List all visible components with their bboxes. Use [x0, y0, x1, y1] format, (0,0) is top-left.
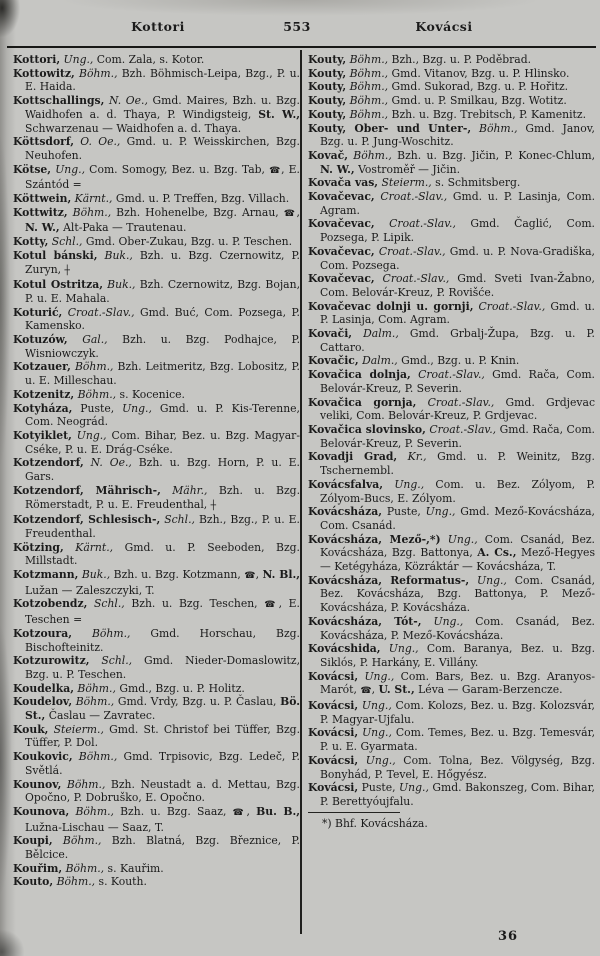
- region-abbr: Böhm.,: [74, 66, 118, 80]
- entry-text: Vostroměř — Jičin.: [354, 162, 461, 176]
- region-abbr: Croat.-Slav.,: [425, 422, 497, 436]
- entry-text: Alt-Paka — Trautenau.: [59, 221, 187, 235]
- region-abbr: Ung.,: [399, 781, 429, 795]
- entry-text: Bzh. u. Bzg. Podhajce, P. Wisniowczyk.: [25, 333, 301, 360]
- entry-headword: Kouk,: [13, 722, 49, 736]
- region-abbr: Böhm.,: [67, 205, 112, 219]
- entry-headword: Kovácsháza,: [308, 505, 383, 519]
- entry-text: Com. Somogy, Bez. u. Bzg. Tab,: [85, 162, 270, 176]
- entry-headword: Kotzauer,: [13, 360, 71, 374]
- cross-icon: ┼: [64, 265, 70, 276]
- entry-headword: Kovačica gornja,: [308, 395, 417, 409]
- entry-text: Gmd., Bzg. u. P. Holitz.: [115, 681, 245, 695]
- entry-text: Bzh., Bzg., P. u. E. Freudenthal.: [25, 513, 300, 540]
- entry-text: Gmd. Maires, Bzh. u. Bzg. Waidhofen a. d. Thaya, P. Windigsteig,: [25, 94, 300, 121]
- entry: [308, 53, 595, 67]
- entry: [13, 834, 300, 861]
- entry: [13, 627, 300, 654]
- region-abbr: Schl.,: [160, 513, 195, 527]
- region-abbr: Schl.,: [89, 654, 133, 668]
- region-abbr: Kärnt.,: [63, 540, 114, 554]
- entry-headword: Koudelov,: [13, 695, 73, 709]
- entry: [308, 615, 595, 642]
- region-abbr: N. Oe.,: [104, 94, 148, 108]
- entry-headword: Kottori,: [13, 53, 61, 66]
- entry-text: s. Kocenice.: [116, 387, 185, 401]
- entry: [13, 805, 300, 834]
- entry-headword: Kouřim,: [13, 861, 63, 875]
- entry: [308, 726, 595, 753]
- region-abbr: Ung.,: [425, 505, 456, 519]
- entry-headword: Kovači,: [308, 327, 353, 341]
- page-number-bottom: 36: [498, 929, 519, 944]
- entry-text: Gmd. Horschau, Bzg. Bischofteinitz.: [25, 626, 300, 654]
- entry: [13, 654, 300, 681]
- region-abbr: Gal.,: [67, 333, 108, 347]
- region-abbr: Schl.,: [87, 597, 125, 611]
- entry-text: Gmd. u. P. Smilkau, Bzg. Wotitz.: [388, 94, 567, 108]
- entry-text: Gmd. Janov, Bzg. u. P. Jung-Woschitz.: [320, 121, 595, 149]
- entry: [308, 642, 595, 669]
- entry: [13, 597, 300, 626]
- entry-headword: U. St.,: [378, 683, 415, 697]
- entry: [308, 149, 595, 176]
- entry-text: Bzh. Hohenelbe, Bzg. Arnau,: [111, 205, 284, 219]
- entry: [308, 272, 595, 299]
- region-abbr: Böhm.,: [346, 66, 389, 80]
- entry-headword: N. Bl.,: [262, 568, 300, 582]
- entry: [13, 456, 300, 483]
- entry: [13, 875, 300, 889]
- entry-headword: A. Cs.,: [477, 546, 517, 560]
- cross-icon: ┼: [210, 500, 217, 511]
- entry-text: Com. Bihar, Bez. u. Bzg. Magyar-Cséke, P. u. E. Drág-Cséke.: [25, 428, 300, 456]
- entry-headword: Kotzmann,: [13, 568, 79, 582]
- entry-text: Com. Temes, Bez. u. Bzg. Temesvár, P. u. E. Gyarmata.: [320, 726, 595, 754]
- entry-headword: Kouty, Ober- und Unter-,: [308, 121, 472, 135]
- entry-headword: Kovácsi,: [308, 753, 359, 767]
- entry-text: s. Kauřim.: [104, 861, 164, 875]
- entry: [308, 781, 595, 808]
- entry-text: Com. Baranya, Bez. u. Bzg. Siklós, P. Harkány, E. Villány.: [320, 642, 596, 669]
- entry-text: Gmd. Rača, Com. Belovár-Kreuz, P. Severin.: [320, 368, 595, 395]
- region-abbr: Böhm.,: [471, 121, 518, 135]
- region-abbr: Buk.,: [97, 248, 133, 262]
- entry: [13, 723, 300, 750]
- entry: [13, 750, 300, 777]
- entry-text: Mező-Hegyes — Ketégyháza, Közráktár — Kovácsháza, T.: [320, 546, 595, 574]
- region-abbr: Steierm.,: [48, 722, 104, 736]
- entry-headword: Kovácsi,: [308, 781, 359, 795]
- region-abbr: Böhm.,: [74, 387, 117, 401]
- entry-headword: Koturić,: [13, 305, 63, 319]
- entry-text: Bzh. Blatná, Bzg. Březnice, P. Bělcice.: [25, 834, 300, 862]
- entry-text: Bzh. u. Bzg. Czernowitz, P. Zuryn,: [25, 248, 300, 276]
- entry: [13, 484, 300, 513]
- entry-text: Bzh. Leitmeritz, Bzg. Lobositz, P. u. E. Milleschau.: [25, 360, 300, 388]
- entry-text: Lužan — Zaleszczyki, T.: [25, 583, 155, 597]
- entry-headword: Kovadji Grad,: [308, 450, 398, 464]
- entry: [13, 67, 300, 94]
- entry-headword: Kovácsi,: [308, 726, 359, 740]
- posthorn-icon: ☎: [232, 807, 247, 818]
- entry-text: Puste,: [358, 781, 400, 795]
- entry-headword: Kouty,: [308, 66, 347, 80]
- entry-text: Gmd. Buć, Com. Pozsega, P. Kamensko.: [25, 305, 300, 333]
- entry-headword: Kotul Ostritza,: [13, 278, 103, 292]
- region-abbr: O. Oe.,: [74, 135, 121, 149]
- entry-text: Com. Zala, s. Kotor.: [93, 53, 205, 66]
- entry: [308, 80, 595, 94]
- entry-text: Com. Tolna, Bez. Völgység, Bzg. Bonyhád, P. Tevel, E. Hőgyész.: [320, 753, 595, 781]
- entry-text: Schwarzenau — Waidhofen a. d. Thaya.: [25, 121, 242, 135]
- entry-text: Gmd. u. P. Kis-Terenne, Com. Neográd.: [25, 401, 300, 429]
- entry: [13, 53, 300, 67]
- entry-text: Gmd., Bzg. u. P. Knin.: [397, 354, 520, 368]
- entry-headword: Kotyiklet,: [13, 428, 72, 442]
- region-abbr: Ung.,: [383, 477, 425, 491]
- entry-headword: Kouty,: [308, 107, 347, 121]
- entry: [308, 176, 595, 190]
- entry: [13, 862, 300, 876]
- entry-text: Gmd. Mező-Kovácsháza, Com. Csanád.: [320, 505, 595, 532]
- entry-text: Gmd. u. P. Treffen, Bzg. Villach.: [112, 192, 290, 206]
- entry-headword: St. W.,: [258, 107, 300, 121]
- entry-text: ,: [371, 683, 379, 697]
- region-abbr: Böhm.,: [53, 875, 96, 889]
- entry: [13, 192, 300, 206]
- entry-headword: Kotzendorf, Mährisch-,: [13, 483, 161, 497]
- entry-headword: Köttsdorf,: [13, 135, 75, 149]
- posthorn-icon: ☎: [264, 600, 279, 611]
- entry-text: ,: [246, 804, 257, 818]
- entry-headword: N. W.,: [320, 162, 355, 176]
- entry: [308, 300, 595, 327]
- entry-text: Gmd. Vitanov, Bzg. u. P. Hlinsko.: [388, 66, 570, 80]
- page-number-top: 553: [283, 19, 311, 34]
- entry-headword: Kotzendorf,: [13, 456, 84, 470]
- entry: [308, 505, 595, 532]
- entry-headword: Kotty,: [13, 235, 49, 249]
- entry-headword: Kovačevac dolnji u. gornji,: [308, 299, 474, 313]
- region-abbr: N. Oe.,: [83, 456, 132, 470]
- region-abbr: Ung.,: [358, 669, 395, 683]
- region-abbr: Böhm.,: [347, 148, 392, 162]
- entry-headword: Kovača vas,: [308, 176, 379, 190]
- entry-text: Bzh., Bzg. u. P. Poděbrad.: [388, 53, 532, 66]
- entry: [308, 190, 595, 217]
- entry: [308, 478, 595, 505]
- entry-headword: Kotzenitz,: [13, 387, 75, 401]
- region-abbr: Buk.,: [78, 568, 111, 582]
- running-head-right: Kovácsi: [415, 19, 473, 34]
- entry-text: Bzh. u. Bzg. Saaz,: [113, 804, 233, 818]
- entry-text: Gmd. u. P. Lasinja, Com. Agram.: [320, 299, 595, 327]
- region-abbr: Böhm.,: [346, 107, 389, 121]
- region-abbr: Steierm.,: [378, 176, 432, 190]
- entry-text: Gmd. Vrdy, Bzg. u. P. Časlau,: [114, 695, 281, 709]
- entry-headword: Kovačica dolnja,: [308, 368, 411, 382]
- entry-headword: Kouty,: [308, 80, 347, 94]
- entry-text: Gmd. u. P. Nova-Gradiška, Com. Pozsega.: [320, 244, 595, 272]
- region-abbr: Croat.-Slav.,: [374, 244, 446, 258]
- entry: [13, 333, 300, 360]
- entry-headword: Kovácsi,: [308, 699, 359, 713]
- region-abbr: Croat.-Slav.,: [374, 217, 456, 231]
- entry-headword: Kotzurowitz,: [13, 654, 90, 668]
- entry-headword: Kouty,: [308, 53, 347, 66]
- entry-headword: Kovácsháza, Mező-,*): [308, 532, 441, 546]
- region-abbr: Ung.,: [421, 614, 464, 628]
- region-abbr: Böhm.,: [72, 695, 115, 709]
- entry-text: Gmd. Rača, Com. Belovár-Kreuz, P. Severin.: [320, 422, 595, 450]
- region-abbr: Böhm.,: [346, 80, 389, 94]
- entry-headword: Kötse,: [13, 162, 52, 176]
- entry-headword: Kotzoura,: [13, 626, 72, 640]
- entry-headword: Kottschallings,: [13, 94, 105, 108]
- entry: [308, 122, 595, 149]
- entry-text: Bzh. u. Bzg. Trebitsch, P. Kamenitz.: [388, 107, 587, 121]
- region-abbr: Böhm.,: [52, 834, 102, 848]
- region-abbr: Böhm.,: [72, 750, 118, 764]
- entry-text: Gmd. Bakonszeg, Com. Bihar, P. Berettyóujfalu.: [320, 781, 595, 808]
- region-abbr: Ung.,: [440, 532, 478, 546]
- right-column: [308, 53, 595, 830]
- entry: [13, 206, 300, 235]
- posthorn-icon: ☎: [360, 686, 372, 697]
- entry-text: Com. Csanád, Bez. Kovácsháza, Bzg. Battonya,: [320, 532, 595, 560]
- entry: [13, 568, 300, 597]
- entry: [308, 217, 595, 244]
- region-abbr: Croat.-Slav.,: [473, 299, 546, 313]
- entry-text: Bzh. u. Bzg. Römerstadt, P. u. E. Freudenthal,: [25, 483, 300, 511]
- entry-headword: Kovácsi,: [308, 669, 359, 683]
- entry-headword: Kovačevac,: [308, 217, 375, 231]
- entry: [13, 695, 300, 722]
- entry-text: Gmd. u. P. Seeboden, Bzg. Millstadt.: [25, 540, 300, 568]
- region-abbr: Böhm.,: [73, 681, 116, 695]
- entry-headword: Kovačevac,: [308, 190, 375, 204]
- entry-text: Gmd. St. Christof bei Tüffer, Bzg. Tüffer, P. Dol.: [25, 722, 300, 750]
- region-abbr: Böhm.,: [346, 53, 389, 66]
- entry-headword: Kovácshida,: [308, 642, 381, 656]
- entry-headword: Kouto,: [13, 875, 54, 889]
- region-abbr: Dalm.,: [352, 327, 399, 341]
- entry: [13, 278, 300, 305]
- region-abbr: Ung.,: [469, 573, 507, 587]
- entry: [308, 67, 595, 81]
- footnote-text: *) Bhf. Kovácsháza.: [322, 816, 428, 830]
- entry: [308, 396, 595, 423]
- entry-text: Bzh. u. Bzg. Jičin, P. Konec-Chlum,: [391, 148, 595, 162]
- entry-text: Gmd. u. P. Lasinja, Com. Agram.: [320, 190, 595, 217]
- entry: [13, 388, 300, 402]
- region-abbr: Böhm.,: [346, 94, 389, 108]
- region-abbr: Böhm.,: [71, 626, 131, 640]
- entry-text: Bzh. Böhmisch-Leipa, Bzg., P. u. E. Haida.: [25, 66, 300, 94]
- entry: [13, 163, 300, 192]
- entry-text: Časlau — Zavratec.: [45, 709, 156, 723]
- entry: [13, 778, 300, 805]
- entry-headword: Kounov,: [13, 777, 62, 791]
- entry-text: s. Kouth.: [95, 875, 147, 889]
- running-head-left: Kottori: [131, 19, 185, 34]
- entry: [308, 423, 595, 450]
- region-abbr: Kr.,: [397, 450, 427, 464]
- region-abbr: Croat.-Slav.,: [410, 368, 485, 382]
- region-abbr: Dalm.,: [358, 354, 398, 368]
- entry: [308, 108, 595, 122]
- entry: [308, 754, 595, 781]
- entry-headword: Kotyháza,: [13, 401, 73, 415]
- posthorn-icon: ☎: [244, 571, 256, 582]
- region-abbr: Böhm.,: [61, 777, 106, 791]
- region-abbr: Böhm.,: [70, 360, 114, 374]
- entry: [13, 249, 300, 278]
- entry: [308, 533, 595, 574]
- entry-text: Gmd. Trpisovic, Bzg. Ledeč, P. Světlá.: [25, 750, 300, 777]
- entry-headword: Kottwitz,: [13, 205, 68, 219]
- entry-text: Gmd. Sukorad, Bzg. u. P. Hořitz.: [388, 80, 569, 94]
- region-abbr: Ung.,: [60, 53, 94, 66]
- entry: [308, 245, 595, 272]
- entry-text: Com. Bars, Bez. u. Bzg. Aranyos-Marót,: [320, 669, 595, 697]
- entry-headword: N. W.,: [25, 221, 60, 235]
- entry: [308, 699, 595, 726]
- entry-text: Com. u. Bez. Zólyom, P. Zólyom-Bucs, E. Zólyom.: [320, 477, 596, 505]
- entry: [13, 682, 300, 696]
- entry-text: Puste,: [382, 505, 426, 519]
- region-abbr: Ung.,: [358, 753, 396, 767]
- region-abbr: Mähr.,: [160, 483, 208, 497]
- entry-text: Bzh. Neustadt a. d. Mettau, Bzg. Opočno, P. Dobruško, E. Opočno.: [25, 777, 300, 805]
- entry-headword: Bu. B.,: [256, 804, 300, 818]
- entry-text: Bzh. Czernowitz, Bzg. Bojan, P. u. E. Mahala.: [25, 278, 301, 305]
- entry-headword: Kotul bánski,: [13, 248, 98, 262]
- posthorn-icon: ☎: [283, 208, 297, 219]
- entry-headword: Koudelka,: [13, 681, 74, 695]
- footnote-rule: [308, 812, 400, 813]
- entry-headword: Kouty,: [308, 94, 347, 108]
- entry-headword: Kotzobendz,: [13, 597, 88, 611]
- entry-text: Gmd. Ober-Zukau, Bzg. u. P. Teschen.: [82, 235, 292, 249]
- entry: [308, 94, 595, 108]
- region-abbr: Ung.,: [358, 726, 392, 740]
- entry-headword: Koukovic,: [13, 750, 73, 764]
- entry: [308, 327, 595, 354]
- entry-text: Gmd. Čaglić, Com. Pozsega, P. Lipik.: [320, 217, 595, 245]
- column-divider-rule: [300, 50, 302, 934]
- entry: [13, 541, 300, 568]
- entry-headword: Kounova,: [13, 804, 70, 818]
- left-column: [13, 53, 300, 889]
- region-abbr: Croat.-Slav.,: [374, 190, 448, 204]
- entry-text: Gmd. Grdjevac veliki, Com. Belovár-Kreuz, P. Grdjevac.: [320, 395, 595, 423]
- entry-text: Gmd. Nieder-Domaslowitz, Bzg. u. P. Teschen.: [25, 654, 300, 681]
- entry-headword: Koupi,: [13, 834, 53, 848]
- region-abbr: Buk.,: [102, 278, 136, 292]
- entry-text: , E. Szántód =: [25, 162, 300, 192]
- entry-headword: Kovačevac,: [308, 272, 375, 286]
- entry: [13, 235, 300, 249]
- entry: [13, 360, 300, 387]
- entry-text: Gmd. u. P. Weinitz, Bzg. Tschernembl.: [320, 450, 595, 478]
- entry-headword: Kovač,: [308, 148, 348, 162]
- region-abbr: Ung.,: [380, 642, 419, 656]
- entry-text: Puste,: [72, 401, 123, 415]
- entry: [13, 513, 300, 540]
- entry-text: Bzh. u. Bzg. Kotzmann,: [110, 568, 245, 582]
- region-abbr: Croat.-Slav.,: [62, 305, 135, 319]
- entry: [308, 574, 595, 615]
- entry-text: Léva — Garam-Berzencze.: [414, 683, 563, 697]
- entry-headword: Kovačic,: [308, 354, 359, 368]
- region-abbr: Ung.,: [122, 401, 152, 415]
- entry-text: Bzh. u. Bzg. Teschen,: [124, 597, 265, 611]
- entry-headword: Kovácsháza, Tót-,: [308, 614, 422, 628]
- region-abbr: Croat.-Slav.,: [374, 272, 450, 286]
- entry-text: Lužna-Lischau — Saaz, T.: [25, 820, 164, 834]
- entry-text: ,: [255, 568, 263, 582]
- entry-headword: Kottowitz,: [13, 66, 75, 80]
- entry: [308, 354, 595, 368]
- header-rule: [7, 46, 596, 48]
- entry-headword: Bö. St.,: [25, 695, 300, 723]
- entry-text: Gmd. u. P. Weisskirchen, Bzg. Neuhofen.: [25, 135, 300, 162]
- entry: [13, 135, 300, 162]
- entry-text: Gmd. Grbalj-Župa, Bzg. u. P. Cattaro.: [320, 327, 595, 354]
- entry: [13, 306, 300, 333]
- entry: [13, 402, 300, 429]
- region-abbr: Böhm.,: [69, 804, 114, 818]
- region-abbr: Schl.,: [48, 235, 83, 249]
- entry-headword: Kovačevac,: [308, 244, 375, 258]
- entry: [308, 450, 595, 477]
- entry-headword: Kovácsfalva,: [308, 477, 384, 491]
- entry-text: ,: [296, 205, 300, 219]
- entry-headword: Kotzendorf, Schlesisch-,: [13, 513, 161, 527]
- region-abbr: Kärnt.,: [71, 192, 113, 206]
- entry-text: Com. Csanád, Bez. Kovácsháza, P. Mező-Kovácsháza.: [320, 614, 595, 642]
- entry: [13, 94, 300, 135]
- entry-headword: Kötzing,: [13, 540, 64, 554]
- region-abbr: Böhm.,: [62, 861, 105, 875]
- entry-text: Gmd. Sveti Ivan-Žabno, Com. Belovár-Kreuz, P. Rovišće.: [320, 272, 595, 299]
- entry-text: Com. Kolozs, Bez. u. Bzg. Kolozsvár, P. Magyar-Ujfalu.: [320, 699, 595, 726]
- entry: [308, 670, 595, 699]
- region-abbr: Ung.,: [71, 428, 107, 442]
- entry: [308, 368, 595, 395]
- entry-headword: Kotuzów,: [13, 333, 68, 347]
- entry-text: , E. Teschen =: [25, 597, 300, 627]
- entry-text: Bzh. u. Bzg. Horn, P. u. E. Gars.: [25, 456, 300, 484]
- entry-headword: Kovácsháza, Reformatus-,: [308, 573, 470, 587]
- posthorn-icon: ☎: [269, 165, 282, 176]
- entry: [13, 429, 300, 456]
- region-abbr: Ung.,: [358, 699, 392, 713]
- entry-headword: Kovačica slovinsko,: [308, 422, 426, 436]
- footnote-block: [308, 812, 595, 831]
- region-abbr: Ung.,: [51, 162, 86, 176]
- entry-headword: Köttwein,: [13, 192, 72, 206]
- entry-text: Com. Csanád, Bez. Kovácsháza, Bzg. Battonya, P. Mező-Kovácsháza, P. Kovácsháza.: [320, 573, 595, 615]
- region-abbr: Croat.-Slav.,: [416, 395, 495, 409]
- entry-text: s. Schmitsberg.: [431, 176, 521, 190]
